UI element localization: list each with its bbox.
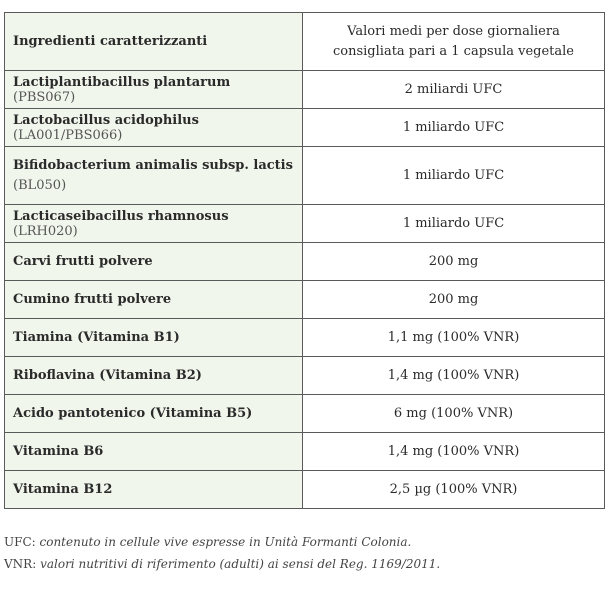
value-cell: 200 mg xyxy=(303,281,605,319)
table-row xyxy=(5,147,605,205)
ingredient-cell xyxy=(5,71,303,109)
ingredient-name: Tiamina (Vitamina B1) xyxy=(13,330,180,345)
ingredient-code: (LRH020) xyxy=(13,223,78,239)
ingredient-name: Acido pantotenico (Vitamina B5) xyxy=(13,406,253,421)
value-cell: 1 miliardo UFC xyxy=(303,205,605,243)
ingredient-code: (LA001/PBS066) xyxy=(13,127,123,143)
ingredient-cell xyxy=(5,281,303,319)
table-row xyxy=(5,71,605,109)
ingredient-name: Riboflavina (Vitamina B2) xyxy=(13,368,202,383)
value-cell: 1,1 mg (100% VNR) xyxy=(303,319,605,357)
table-row xyxy=(5,471,605,509)
table-row xyxy=(5,281,605,319)
table-row xyxy=(5,109,605,147)
header-ingredients: Ingredienti caratterizzanti xyxy=(5,13,303,71)
ingredient-name: Cumino frutti polvere xyxy=(13,292,172,307)
value-cell: 1,4 mg (100% VNR) xyxy=(303,433,605,471)
table-row xyxy=(5,319,605,357)
value-cell: 200 mg xyxy=(303,243,605,281)
footnote-vnr-abbr: VNR: xyxy=(4,557,37,571)
ingredient-name: Vitamina B6 xyxy=(13,444,104,459)
table-row xyxy=(5,433,605,471)
ingredient-cell xyxy=(5,147,303,205)
ingredient-cell xyxy=(5,319,303,357)
value-cell: 6 mg (100% VNR) xyxy=(303,395,605,433)
table-row xyxy=(5,243,605,281)
ingredient-cell xyxy=(5,205,303,243)
ingredient-cell xyxy=(5,243,303,281)
ingredient-name: Lactiplantibacillus plantarum xyxy=(13,74,231,90)
value-cell: 1 miliardo UFC xyxy=(303,109,605,147)
ingredient-name: Lactobacillus acidophilus xyxy=(13,112,199,128)
value-cell: 2,5 µg (100% VNR) xyxy=(303,471,605,509)
ingredient-name: Carvi frutti polvere xyxy=(13,254,153,269)
ingredient-cell xyxy=(5,395,303,433)
footnotes xyxy=(4,531,604,575)
footnote-ufc-abbr: UFC: xyxy=(4,535,36,549)
footnote-vnr xyxy=(4,553,604,575)
ingredient-cell xyxy=(5,433,303,471)
value-cell: 1,4 mg (100% VNR) xyxy=(303,357,605,395)
footnote-ufc xyxy=(4,531,604,553)
ingredient-cell xyxy=(5,357,303,395)
value-cell: 2 miliardi UFC xyxy=(303,71,605,109)
ingredient-name: Lacticaseibacillus rhamnosus xyxy=(13,208,229,224)
ingredient-code: (PBS067) xyxy=(13,89,76,105)
ingredient-code: (BL050) xyxy=(13,177,67,193)
table-header-row xyxy=(5,13,605,71)
table-row xyxy=(5,395,605,433)
ingredient-name: Vitamina B12 xyxy=(13,482,113,497)
ingredient-name: Bifidobacterium animalis subsp. lactis xyxy=(13,157,293,173)
ingredient-cell xyxy=(5,471,303,509)
footnote-ufc-text: contenuto in cellule vive espresse in Unità Formanti Colonia. xyxy=(39,535,412,549)
ingredient-cell xyxy=(5,109,303,147)
value-cell: 1 miliardo UFC xyxy=(303,147,605,205)
header-values: Valori medi per dose giornaliera consigliata pari a 1 capsula vegetale xyxy=(303,13,605,71)
ingredients-table xyxy=(4,12,605,509)
footnote-vnr-text: valori nutritivi di riferimento (adulti) ai sensi del Reg. 1169/2011. xyxy=(40,557,441,571)
table-row xyxy=(5,357,605,395)
table-row xyxy=(5,205,605,243)
